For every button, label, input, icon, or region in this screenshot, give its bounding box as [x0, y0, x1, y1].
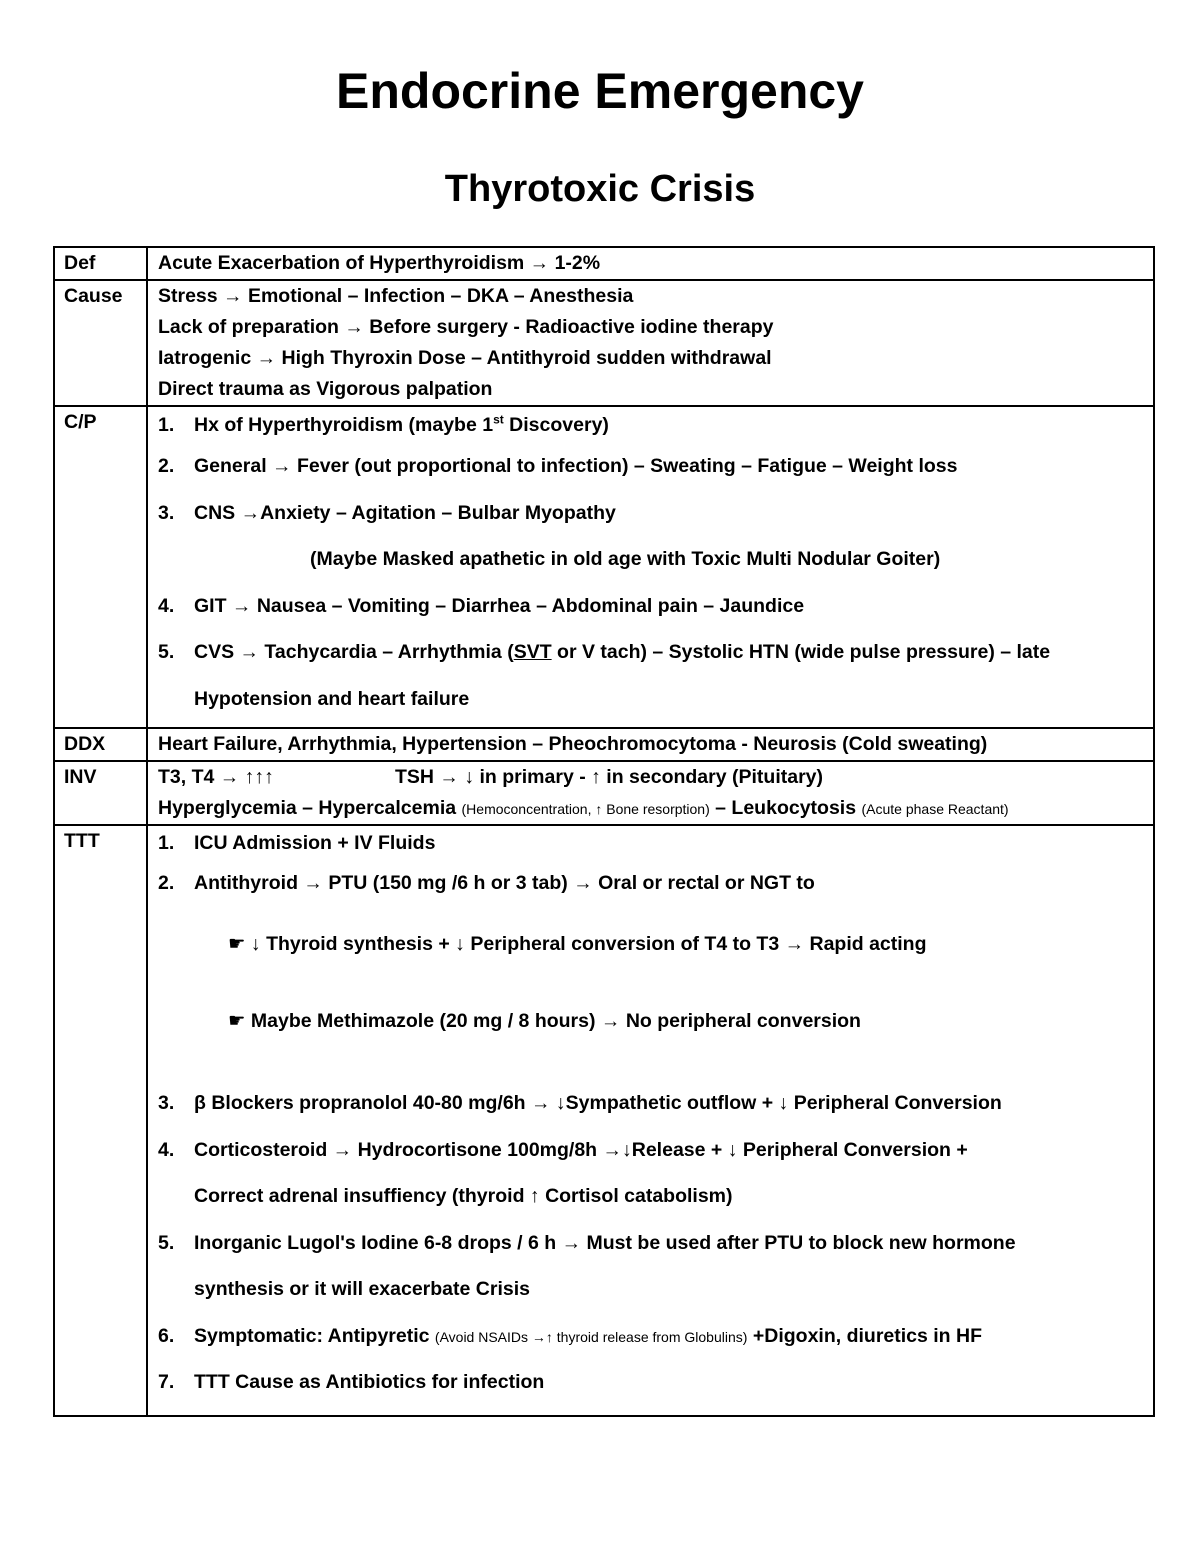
item-continuation: Correct adrenal insuffiency (thyroid ↑ Cortisol catabolism)	[194, 1185, 733, 1207]
sub-point-text: Maybe Methimazole (20 mg / 8 hours) → No peripheral conversion	[250, 1010, 861, 1032]
list-item	[158, 1220, 1153, 1267]
inv-text: – Leukocytosis	[709, 796, 862, 819]
list-item	[158, 1127, 1153, 1174]
sub-point-text: ↓ Thyroid synthesis + ↓ Peripheral conversion of T4 to T3 → Rapid acting	[250, 933, 927, 955]
thyrotoxic-crisis-table	[53, 246, 1155, 1417]
row-cp	[54, 406, 1154, 728]
list-item	[158, 629, 1153, 676]
row-content-cause	[147, 280, 1154, 406]
item-text: Discovery)	[503, 414, 609, 436]
item-note: (Maybe Masked apathetic in old age with Toxic Multi Nodular Goiter)	[310, 548, 941, 570]
row-label-ddx	[54, 728, 147, 761]
item-continuation: synthesis or it will exacerbate Crisis	[194, 1278, 530, 1300]
item-continuation: Hypotension and heart failure	[194, 687, 470, 710]
inv-line	[158, 762, 1153, 793]
inv-note: (Acute phase Reactant)	[861, 800, 1009, 817]
cause-line: Iatrogenic → High Thyroxin Dose – Antithyroid sudden withdrawal	[158, 347, 772, 369]
item-text: Inorganic Lugol's Iodine 6-8 drops / 6 h → Must be used after PTU to block new hormone	[194, 1231, 1016, 1254]
document-title: Endocrine Emergency	[336, 63, 864, 119]
list-item	[158, 583, 1153, 630]
label-text: INV	[64, 765, 97, 788]
item-text: General → Fever (out proportional to infection) – Sweating – Fatigue – Weight loss	[194, 455, 958, 477]
row-label-cp	[54, 406, 147, 728]
row-label-def	[54, 247, 147, 280]
item-text: Hx of Hyperthyroidism (maybe 1	[194, 414, 494, 436]
label-text: TTT	[64, 829, 100, 852]
list-item	[158, 860, 1153, 907]
label-text: Cause	[64, 285, 123, 307]
list-item	[158, 1080, 1153, 1127]
item-text: Corticosteroid → Hydrocortisone 100mg/8h →↓Release + ↓ Peripheral Conversion +	[194, 1138, 968, 1161]
ddx-text: Heart Failure, Arrhythmia, Hypertension – Pheochromocytoma - Neurosis (Cold sweating)	[158, 732, 988, 755]
inv-note: (Hemoconcentration, ↑ Bone resorption)	[461, 800, 710, 817]
sub-point	[158, 982, 1153, 1060]
cause-line: Direct trauma as Vigorous palpation	[158, 378, 493, 400]
row-label-inv	[54, 761, 147, 825]
row-ttt	[54, 825, 1154, 1417]
row-label-cause	[54, 280, 147, 406]
row-def	[54, 247, 1154, 280]
item-text: or V tach) – Systolic HTN (wide pulse pressure) – late	[551, 641, 1051, 663]
list-item	[158, 826, 1153, 860]
item-note: (Avoid NSAIDs →↑ thyroid release from Globulins)	[434, 1328, 748, 1345]
item-text: +Digoxin, diuretics in HF	[747, 1324, 983, 1347]
row-content-def	[147, 247, 1154, 280]
list-item	[158, 407, 1153, 443]
superscript: st	[493, 412, 504, 427]
item-text: Symptomatic: Antipyretic	[194, 1324, 435, 1347]
item-number: 1.	[158, 414, 175, 436]
item-text: CNS →Anxiety – Agitation – Bulbar Myopathy	[194, 501, 616, 524]
label-text: DDX	[64, 732, 106, 755]
item-number: 1.	[158, 831, 175, 854]
item-text: ICU Admission + IV Fluids	[194, 831, 436, 854]
item-text: GIT → Nausea – Vomiting – Diarrhea – Abdominal pain – Jaundice	[194, 594, 805, 617]
item-text: β Blockers propranolol 40-80 mg/6h → ↓Sympathetic outflow + ↓ Peripheral Conversion	[194, 1092, 1002, 1114]
inv-text: Hyperglycemia – Hypercalcemia	[158, 796, 462, 819]
item-text: CVS → Tachycardia – Arrhythmia (	[194, 641, 514, 663]
inv-thyroid-hormones: T3, T4 → ↑↑↑	[158, 765, 274, 788]
list-item	[158, 490, 1153, 537]
list-item	[158, 1359, 1153, 1415]
list-item	[158, 1313, 1153, 1360]
pointing-hand-icon: ☛	[228, 1010, 246, 1032]
row-content-inv	[147, 761, 1154, 825]
row-content-ttt	[147, 825, 1154, 1417]
row-cause	[54, 280, 1154, 406]
row-content-ddx	[147, 728, 1154, 761]
item-number: 5.	[158, 641, 175, 663]
item-number: 3.	[158, 501, 175, 524]
item-text: Antithyroid → PTU (150 mg /6 h or 3 tab) → Oral or rectal or NGT to	[194, 871, 815, 894]
item-number: 6.	[158, 1324, 175, 1347]
sub-point	[158, 906, 1153, 982]
cause-line: Lack of preparation → Before surgery - Radioactive iodine therapy	[158, 316, 774, 338]
item-number: 2.	[158, 455, 175, 477]
cause-line: Stress → Emotional – Infection – DKA – Anesthesia	[158, 285, 634, 307]
item-number: 3.	[158, 1092, 175, 1114]
row-inv	[54, 761, 1154, 825]
item-number: 7.	[158, 1371, 175, 1393]
item-number: 2.	[158, 871, 175, 894]
row-content-cp	[147, 406, 1154, 728]
inv-line	[158, 793, 1153, 824]
item-number: 5.	[158, 1231, 175, 1254]
def-text: Acute Exacerbation of Hyperthyroidism → 1-2%	[158, 252, 601, 274]
item-text: TTT Cause as Antibiotics for infection	[194, 1371, 545, 1393]
item-number: 4.	[158, 1138, 175, 1161]
label-text: Def	[64, 252, 96, 274]
row-label-ttt	[54, 825, 147, 1417]
pointing-hand-icon: ☛	[228, 933, 246, 955]
label-text: C/P	[64, 411, 97, 433]
underlined-text: SVT	[513, 641, 552, 663]
item-number: 4.	[158, 594, 175, 617]
inv-tsh: TSH → ↓ in primary - ↑ in secondary (Pituitary)	[395, 765, 824, 788]
list-item	[158, 443, 1153, 490]
document-subtitle: Thyrotoxic Crisis	[444, 168, 756, 210]
spacer	[158, 1060, 1153, 1080]
row-ddx	[54, 728, 1154, 761]
